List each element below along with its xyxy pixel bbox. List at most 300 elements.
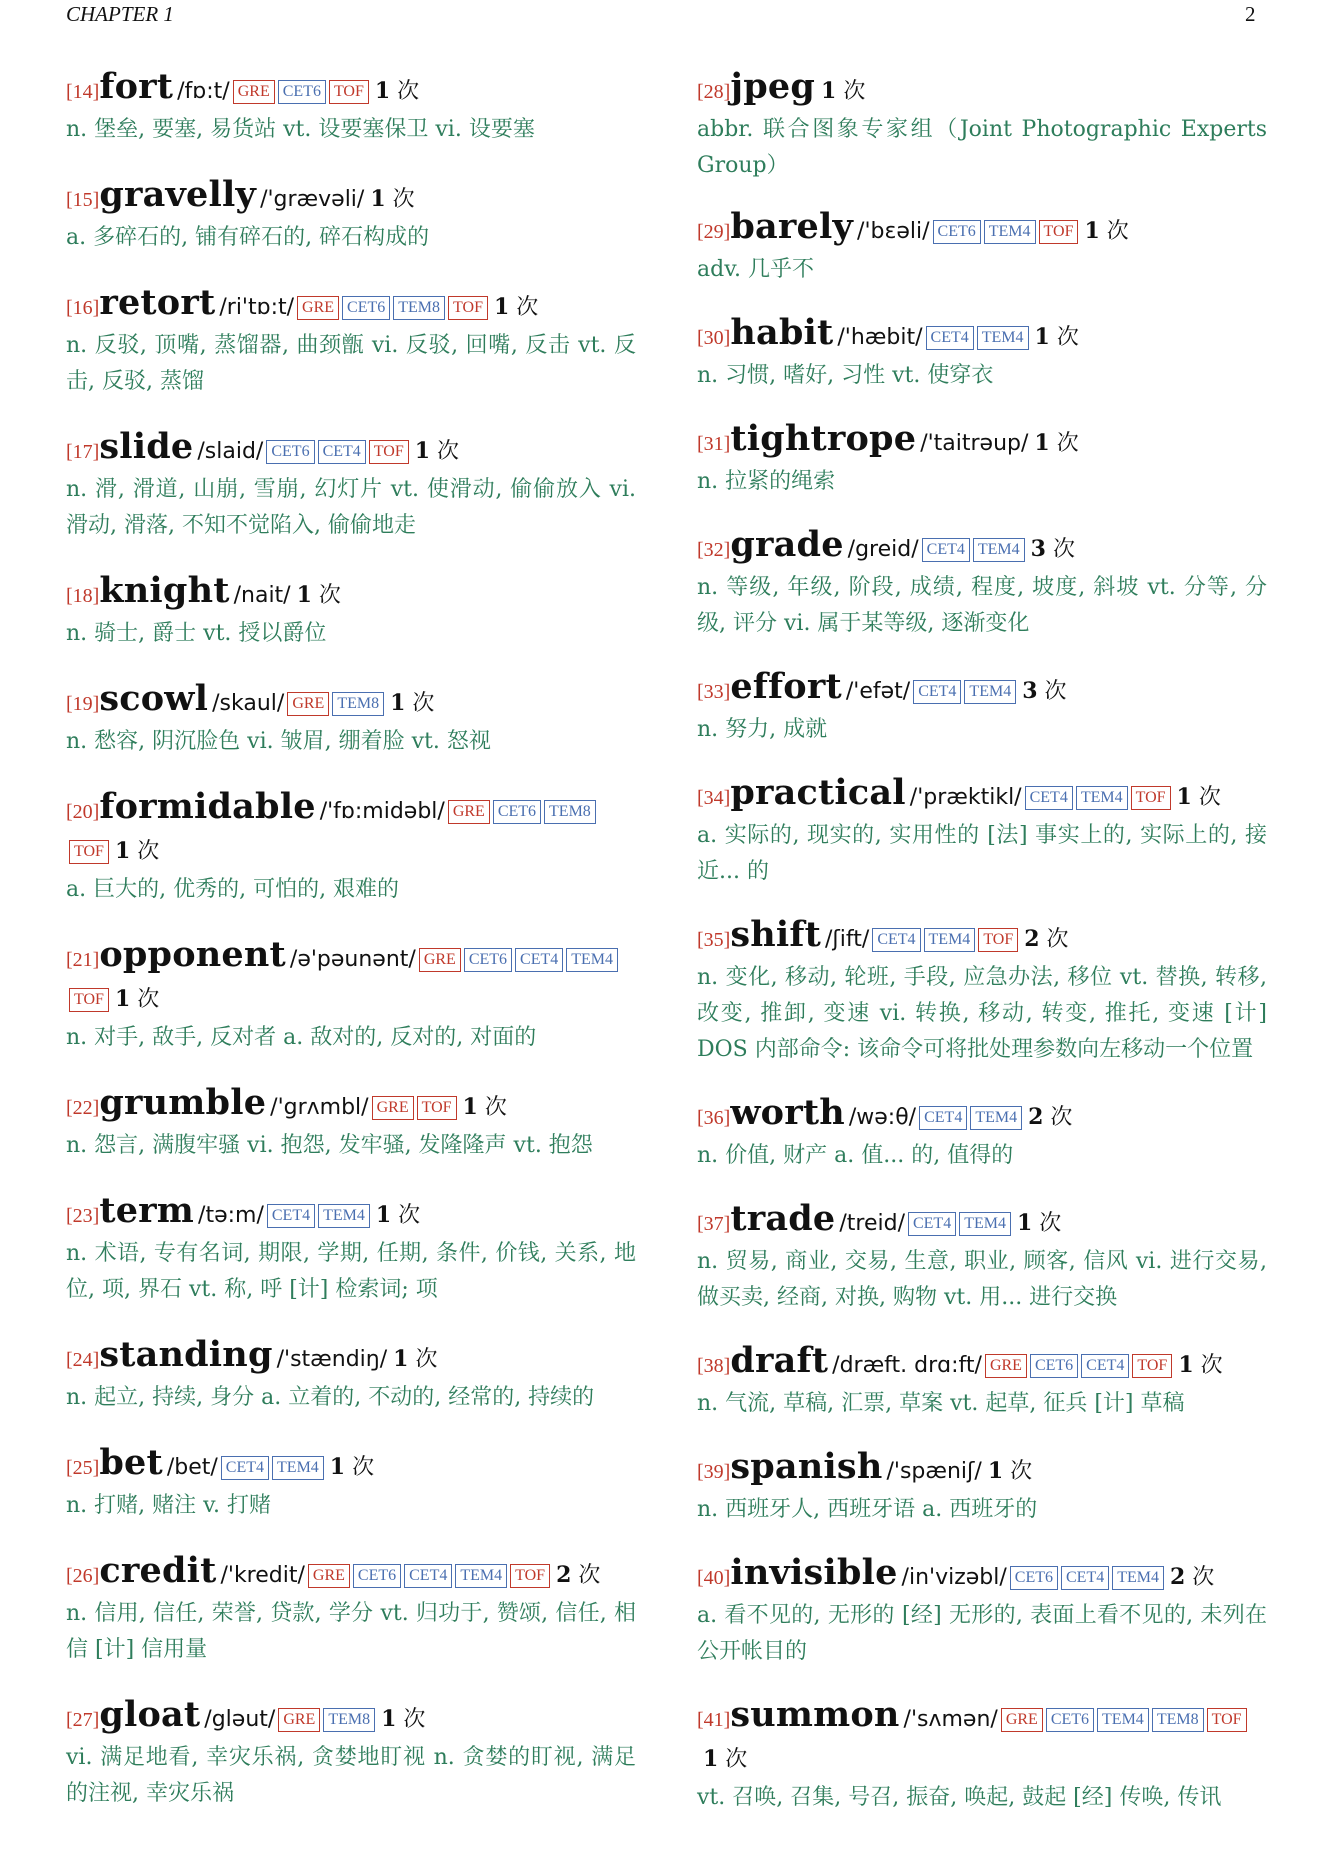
definition: a. 实际的, 现实的, 实用性的 [法] 事实上的, 实际上的, 接近... 的 — [697, 823, 1267, 884]
entry-number: [15] — [66, 189, 100, 211]
headword: formidable — [99, 786, 316, 827]
definition: adv. 几乎不 — [697, 257, 815, 282]
frequency — [1024, 927, 1068, 952]
phonetic: /'kredit/ — [220, 1563, 305, 1588]
exam-tag: CET4 — [318, 440, 366, 464]
exam-tag: TOF — [369, 440, 409, 464]
exam-tag: TOF — [448, 296, 488, 320]
definition: a. 多碎石的, 铺有碎石的, 碎石构成的 — [66, 225, 430, 250]
phonetic: /'grævəli/ — [260, 187, 365, 212]
phonetic: /'efət/ — [845, 679, 911, 704]
headword: worth — [730, 1092, 845, 1133]
entry-number: [14] — [66, 81, 100, 103]
entry-number: [38] — [697, 1355, 731, 1377]
frequency-count: 3 — [1022, 678, 1038, 704]
dictionary-entry — [66, 1192, 636, 1308]
dictionary-entry — [697, 420, 1267, 500]
phonetic: /skaul/ — [212, 691, 285, 716]
definition: n. 努力, 成就 — [697, 717, 828, 742]
dictionary-entry — [697, 916, 1267, 1068]
entry-headword-line — [697, 526, 1267, 570]
exam-tag: CET4 — [404, 1564, 452, 1588]
frequency — [1028, 1105, 1072, 1130]
exam-tag: TEM8 — [544, 800, 596, 824]
headword: jpeg — [730, 66, 816, 107]
frequency-unit: 次 — [1193, 1353, 1223, 1378]
frequency-unit: 次 — [408, 1347, 438, 1372]
entry-number: [21] — [66, 949, 100, 971]
exam-tag: CET4 — [919, 1106, 967, 1130]
exam-tag: TOF — [69, 840, 109, 864]
exam-tag: CET4 — [908, 1212, 956, 1236]
exam-tag: TEM4 — [959, 1212, 1011, 1236]
frequency — [375, 79, 419, 104]
entry-headword-line — [697, 1094, 1267, 1138]
phonetic: /in'vizəbl/ — [901, 1565, 1007, 1590]
definition: n. 起立, 持续, 身分 a. 立着的, 不动的, 经常的, 持续的 — [66, 1385, 595, 1410]
exam-tag: TEM8 — [393, 296, 445, 320]
definition: n. 怨言, 满腹牢骚 vi. 抱怨, 发牢骚, 发隆隆声 vt. 抱怨 — [66, 1133, 593, 1158]
phonetic: /ri'tɒ:t/ — [219, 295, 295, 320]
definition: n. 滑, 滑道, 山崩, 雪崩, 幻灯片 vt. 使滑动, 偷偷放入 vi. 滑动, 滑落, 不知不觉陷入, 偷偷地走 — [66, 477, 636, 538]
frequency-unit: 次 — [1039, 927, 1069, 952]
frequency-unit: 次 — [1099, 219, 1129, 244]
exam-tag: TOF — [510, 1564, 550, 1588]
entry-headword-line — [697, 916, 1267, 960]
entry-headword-line — [66, 1336, 636, 1380]
frequency-count: 1 — [1084, 218, 1100, 244]
phonetic: /ə'pəunənt/ — [289, 947, 416, 972]
definition: n. 术语, 专有名词, 期限, 学期, 任期, 条件, 价钱, 关系, 地位, 项, 界石 vt. 称, 呼 [计] 检索词; 项 — [66, 1241, 636, 1302]
exam-tag: TOF — [69, 988, 109, 1012]
exam-tag: GRE — [419, 948, 461, 972]
headword: slide — [99, 426, 194, 467]
frequency-unit: 次 — [1045, 537, 1075, 562]
frequency-unit: 次 — [1185, 1565, 1215, 1590]
exam-tag: TEM4 — [1076, 786, 1128, 810]
frequency-count: 1 — [1034, 324, 1050, 350]
definition: n. 拉紧的绳索 — [697, 469, 836, 494]
definition: vt. 召唤, 召集, 号召, 振奋, 唤起, 鼓起 [经] 传唤, 传讯 — [697, 1785, 1222, 1810]
phonetic: /'fɒ:midəbl/ — [319, 799, 445, 824]
exam-tag: TEM4 — [455, 1564, 507, 1588]
exam-tag: GRE — [1001, 1708, 1043, 1732]
frequency-unit: 次 — [391, 1203, 421, 1228]
entry-headword-line — [66, 1192, 636, 1236]
entry-number: [37] — [697, 1213, 731, 1235]
headword: barely — [730, 206, 854, 247]
frequency — [370, 187, 414, 212]
entry-number: [20] — [66, 801, 100, 823]
exam-tag: TEM4 — [984, 220, 1036, 244]
entry-number: [17] — [66, 441, 100, 463]
frequency-count: 1 — [1016, 1210, 1033, 1236]
frequency — [1031, 537, 1075, 562]
frequency-count: 1 — [1034, 430, 1050, 456]
entry-headword-line — [697, 208, 1267, 252]
exam-tag: TOF — [1132, 1354, 1172, 1378]
frequency — [703, 1747, 747, 1772]
frequency-unit: 次 — [1049, 325, 1079, 350]
exam-tag: TEM8 — [323, 1708, 375, 1732]
frequency-unit: 次 — [430, 439, 460, 464]
phonetic: /bet/ — [166, 1455, 218, 1480]
entry-number: [23] — [66, 1205, 100, 1227]
phonetic: /'bɛəli/ — [857, 219, 930, 244]
definition: n. 价值, 财产 a. 值... 的, 值得的 — [697, 1143, 1014, 1168]
definition: n. 堡垒, 要塞, 易货站 vt. 设要塞保卫 vi. 设要塞 — [66, 117, 535, 142]
headword: invisible — [730, 1552, 898, 1593]
frequency-unit: 次 — [390, 79, 420, 104]
dictionary-entry — [66, 936, 636, 1056]
frequency-count: 1 — [987, 1458, 1004, 1484]
frequency — [115, 987, 159, 1012]
phonetic: /'grʌmbl/ — [270, 1095, 369, 1120]
frequency-count: 1 — [1178, 1352, 1194, 1378]
entry-headword-line — [697, 1342, 1267, 1386]
definition: vi. 满足地看, 幸灾乐祸, 贪婪地盯视 n. 贪婪的盯视, 满足的注视, 幸灾乐祸 — [66, 1745, 636, 1806]
frequency — [1170, 1565, 1214, 1590]
exam-tag: GRE — [297, 296, 339, 320]
phonetic: /tə:m/ — [198, 1203, 264, 1228]
entry-headword-line — [66, 1552, 636, 1596]
headword: tightrope — [730, 418, 917, 459]
entry-headword-line — [697, 774, 1267, 818]
headword: trade — [730, 1198, 836, 1239]
definition: n. 习惯, 嗜好, 习性 vt. 使穿衣 — [697, 363, 994, 388]
exam-tag: TEM4 — [977, 326, 1029, 350]
exam-tag: CET4 — [872, 928, 920, 952]
headword: grumble — [99, 1082, 267, 1123]
phonetic: /wə:θ/ — [848, 1105, 917, 1130]
frequency-unit: 次 — [1191, 785, 1221, 810]
entry-number: [29] — [697, 221, 731, 243]
exam-tag: GRE — [372, 1096, 414, 1120]
exam-tag: TEM4 — [318, 1204, 370, 1228]
headword: knight — [99, 570, 230, 611]
headword: draft — [730, 1340, 829, 1381]
headword: credit — [99, 1550, 217, 1591]
frequency-count: 1 — [462, 1094, 478, 1120]
frequency-count: 1 — [374, 78, 391, 104]
headword: effort — [730, 666, 842, 707]
entry-number: [39] — [697, 1461, 731, 1483]
entry-headword-line — [66, 788, 636, 872]
headword: practical — [730, 772, 906, 813]
frequency — [556, 1563, 600, 1588]
entry-headword-line — [66, 176, 636, 220]
exam-tag: CET6 — [278, 80, 326, 104]
phonetic: /fɒ:t/ — [177, 79, 230, 104]
definition: n. 变化, 移动, 轮班, 手段, 应急办法, 移位 vt. 替换, 转移, 改变, 推卸, 变速 vi. 转换, 移动, 转变, 推托, 变速 [计] DOS 内部命令: 该命令可将批处理参数向左移动一个位置 — [697, 965, 1267, 1062]
dictionary-entry — [697, 208, 1267, 288]
entry-number: [32] — [697, 539, 731, 561]
entry-number: [28] — [697, 81, 731, 103]
dictionary-entry — [697, 1342, 1267, 1422]
exam-tag: CET4 — [1025, 786, 1073, 810]
entry-headword-line — [66, 680, 636, 724]
dictionary-entry — [697, 774, 1267, 890]
frequency — [1084, 219, 1128, 244]
dictionary-entry — [697, 68, 1267, 184]
frequency-count: 1 — [393, 1346, 409, 1372]
phonetic: /'spæniʃ/ — [886, 1459, 982, 1484]
dictionary-entry — [66, 284, 636, 400]
phonetic: /treid/ — [839, 1211, 905, 1236]
frequency — [821, 79, 865, 104]
definition: a. 巨大的, 优秀的, 可怕的, 艰难的 — [66, 877, 400, 902]
headword: summon — [730, 1694, 900, 1735]
phonetic: /'taitrəup/ — [920, 431, 1029, 456]
frequency — [376, 1203, 420, 1228]
definition: n. 反驳, 顶嘴, 蒸馏器, 曲颈甑 vi. 反驳, 回嘴, 反击 vt. 反击, 反驳, 蒸馏 — [66, 333, 636, 394]
entry-number: [34] — [697, 787, 731, 809]
dictionary-entry — [697, 1448, 1267, 1528]
exam-tag: CET4 — [913, 680, 961, 704]
exam-tag: CET6 — [1046, 1708, 1094, 1732]
frequency — [1017, 1211, 1061, 1236]
exam-tag: CET4 — [1061, 1566, 1109, 1590]
exam-tag: GRE — [233, 80, 275, 104]
phonetic: /'præktikl/ — [909, 785, 1022, 810]
exam-tag: TEM4 — [964, 680, 1016, 704]
dictionary-entry — [66, 788, 636, 908]
frequency-count: 1 — [821, 78, 837, 104]
entry-number: [31] — [697, 433, 731, 455]
headword: habit — [730, 312, 834, 353]
exam-tag: TEM4 — [970, 1106, 1022, 1130]
frequency — [115, 839, 159, 864]
exam-tag: TEM4 — [1112, 1566, 1164, 1590]
exam-tag: GRE — [287, 692, 329, 716]
exam-tag: CET4 — [1081, 1354, 1129, 1378]
frequency — [330, 1455, 374, 1480]
page-number: 2 — [1245, 2, 1256, 26]
entry-headword-line — [66, 428, 636, 472]
exam-tag: TOF — [1039, 220, 1079, 244]
entry-headword-line — [697, 68, 1267, 112]
exam-tag: CET4 — [221, 1456, 269, 1480]
entry-headword-line — [66, 572, 636, 616]
frequency-unit: 次 — [477, 1095, 507, 1120]
entry-number: [24] — [66, 1349, 100, 1371]
entry-number: [41] — [697, 1709, 731, 1731]
exam-tag: TOF — [978, 928, 1018, 952]
exam-tag: CET6 — [342, 296, 390, 320]
exam-tag: GRE — [448, 800, 490, 824]
exam-tag: TEM4 — [1097, 1708, 1149, 1732]
frequency-count: 1 — [370, 186, 386, 212]
entry-headword-line — [697, 668, 1267, 712]
frequency-unit: 次 — [1049, 431, 1079, 456]
dictionary-entry — [66, 428, 636, 544]
phonetic: /'stændiŋ/ — [276, 1347, 388, 1372]
chapter-header: CHAPTER 1 — [66, 2, 174, 26]
frequency-count: 1 — [114, 838, 131, 864]
headword: spanish — [730, 1446, 883, 1487]
exam-tag: CET6 — [1010, 1566, 1058, 1590]
phonetic: /slaid/ — [197, 439, 264, 464]
frequency-unit: 次 — [718, 1747, 748, 1772]
definition: n. 对手, 敌手, 反对者 a. 敌对的, 反对的, 对面的 — [66, 1025, 537, 1050]
entry-headword-line — [697, 314, 1267, 358]
entry-number: [25] — [66, 1457, 100, 1479]
dictionary-entry — [66, 1444, 636, 1524]
dictionary-entry — [66, 1696, 636, 1812]
entry-number: [33] — [697, 681, 731, 703]
frequency-count: 2 — [1170, 1564, 1186, 1590]
frequency-count: 3 — [1030, 536, 1046, 562]
exam-tag: TEM4 — [272, 1456, 324, 1480]
frequency — [1035, 325, 1079, 350]
frequency-count: 1 — [390, 690, 406, 716]
definition: n. 贸易, 商业, 交易, 生意, 职业, 顾客, 信风 vi. 进行交易, 做买卖, 经商, 对换, 购物 vt. 用... 进行交换 — [697, 1249, 1267, 1310]
frequency-unit: 次 — [405, 691, 435, 716]
frequency — [494, 295, 538, 320]
right-column — [697, 68, 1267, 1816]
definition: n. 骑士, 爵士 vt. 授以爵位 — [66, 621, 327, 646]
exam-tag: CET6 — [266, 440, 314, 464]
exam-tag: TEM4 — [566, 948, 618, 972]
headword: standing — [99, 1334, 273, 1375]
phonetic: /'sʌmən/ — [903, 1707, 998, 1732]
frequency — [381, 1707, 425, 1732]
phonetic: /dræft. drɑ:ft/ — [832, 1353, 982, 1378]
phonetic: /'hæbit/ — [837, 325, 923, 350]
entry-headword-line — [66, 1444, 636, 1488]
entry-headword-line — [697, 1200, 1267, 1244]
frequency-count: 1 — [703, 1746, 719, 1772]
frequency — [1034, 431, 1078, 456]
headword: gloat — [99, 1694, 201, 1735]
entry-number: [27] — [66, 1709, 100, 1731]
exam-tag: TEM4 — [973, 538, 1025, 562]
entry-number: [26] — [66, 1565, 100, 1587]
dictionary-entry — [697, 1094, 1267, 1174]
dictionary-entry — [697, 1200, 1267, 1316]
entry-number: [16] — [66, 297, 100, 319]
dictionary-entry — [66, 176, 636, 256]
entry-headword-line — [697, 420, 1267, 464]
frequency-count: 2 — [1028, 1104, 1044, 1130]
frequency — [390, 691, 434, 716]
dictionary-entry — [66, 1552, 636, 1668]
frequency-unit: 次 — [385, 187, 415, 212]
frequency-unit: 次 — [396, 1707, 426, 1732]
frequency-unit: 次 — [571, 1563, 601, 1588]
frequency-unit: 次 — [1032, 1211, 1062, 1236]
exam-tag: TOF — [417, 1096, 457, 1120]
frequency-unit: 次 — [130, 839, 160, 864]
phonetic: /nait/ — [233, 583, 291, 608]
exam-tag: CET4 — [922, 538, 970, 562]
frequency-count: 1 — [329, 1454, 346, 1480]
exam-tag: GRE — [308, 1564, 350, 1588]
phonetic: /gləut/ — [204, 1707, 276, 1732]
frequency — [1022, 679, 1066, 704]
headword: shift — [730, 914, 821, 955]
entry-headword-line — [66, 1696, 636, 1740]
frequency-count: 1 — [414, 438, 431, 464]
headword: gravelly — [99, 174, 257, 215]
frequency — [415, 439, 459, 464]
dictionary-entry — [697, 1696, 1267, 1816]
definition: n. 西班牙人, 西班牙语 a. 西班牙的 — [697, 1497, 1038, 1522]
entry-number: [18] — [66, 585, 100, 607]
exam-tag: GRE — [278, 1708, 320, 1732]
entry-headword-line — [697, 1554, 1267, 1598]
exam-tag: TEM4 — [924, 928, 976, 952]
exam-tag: CET4 — [926, 326, 974, 350]
frequency — [297, 583, 341, 608]
exam-tag: CET6 — [353, 1564, 401, 1588]
definition: abbr. 联合图象专家组（Joint Photographic Experts Group） — [697, 117, 1267, 178]
entry-number: [30] — [697, 327, 731, 349]
entry-number: [36] — [697, 1107, 731, 1129]
definition: a. 看不见的, 无形的 [经] 无形的, 表面上看不见的, 未列在公开帐目的 — [697, 1603, 1267, 1664]
definition: n. 气流, 草稿, 汇票, 草案 vt. 起草, 征兵 [计] 草稿 — [697, 1391, 1185, 1416]
frequency-unit: 次 — [311, 583, 341, 608]
exam-tag: CET6 — [493, 800, 541, 824]
frequency — [988, 1459, 1032, 1484]
frequency-count: 1 — [296, 582, 312, 608]
definition: n. 打赌, 赌注 v. 打赌 — [66, 1493, 271, 1518]
entry-headword-line — [66, 284, 636, 328]
headword: retort — [99, 282, 216, 323]
exam-tag: CET4 — [267, 1204, 315, 1228]
frequency-unit: 次 — [1043, 1105, 1073, 1130]
exam-tag: CET4 — [515, 948, 563, 972]
exam-tag: TEM8 — [332, 692, 384, 716]
frequency — [393, 1347, 437, 1372]
frequency-count: 1 — [114, 986, 131, 1012]
entry-headword-line — [697, 1448, 1267, 1492]
headword: bet — [99, 1442, 163, 1483]
frequency-count: 2 — [556, 1562, 572, 1588]
frequency-unit: 次 — [836, 79, 866, 104]
exam-tag: GRE — [985, 1354, 1027, 1378]
dictionary-entry — [66, 572, 636, 652]
definition: n. 信用, 信任, 荣誉, 贷款, 学分 vt. 归功于, 赞颂, 信任, 相信 [计] 信用量 — [66, 1601, 636, 1662]
frequency-count: 1 — [493, 294, 510, 320]
exam-tag: TEM8 — [1152, 1708, 1204, 1732]
headword: scowl — [99, 678, 209, 719]
frequency-unit: 次 — [1003, 1459, 1033, 1484]
exam-tag: CET6 — [1030, 1354, 1078, 1378]
exam-tag: CET6 — [464, 948, 512, 972]
headword: grade — [730, 524, 844, 565]
headword: term — [99, 1190, 195, 1231]
frequency-count: 1 — [381, 1706, 397, 1732]
entry-headword-line — [66, 1084, 636, 1128]
dictionary-entry — [66, 1084, 636, 1164]
dictionary-entry — [697, 314, 1267, 394]
entry-headword-line — [697, 1696, 1267, 1780]
frequency-unit: 次 — [1037, 679, 1067, 704]
phonetic: /greid/ — [847, 537, 919, 562]
dictionary-entry — [66, 680, 636, 760]
exam-tag: TOF — [1131, 786, 1171, 810]
dictionary-entry — [697, 1554, 1267, 1670]
frequency — [1177, 785, 1221, 810]
headword: opponent — [99, 934, 286, 975]
left-column — [66, 68, 636, 1812]
frequency-count: 1 — [375, 1202, 392, 1228]
entry-headword-line — [66, 68, 636, 112]
dictionary-entry — [66, 68, 636, 148]
frequency-unit: 次 — [509, 295, 539, 320]
dictionary-entry — [697, 526, 1267, 642]
